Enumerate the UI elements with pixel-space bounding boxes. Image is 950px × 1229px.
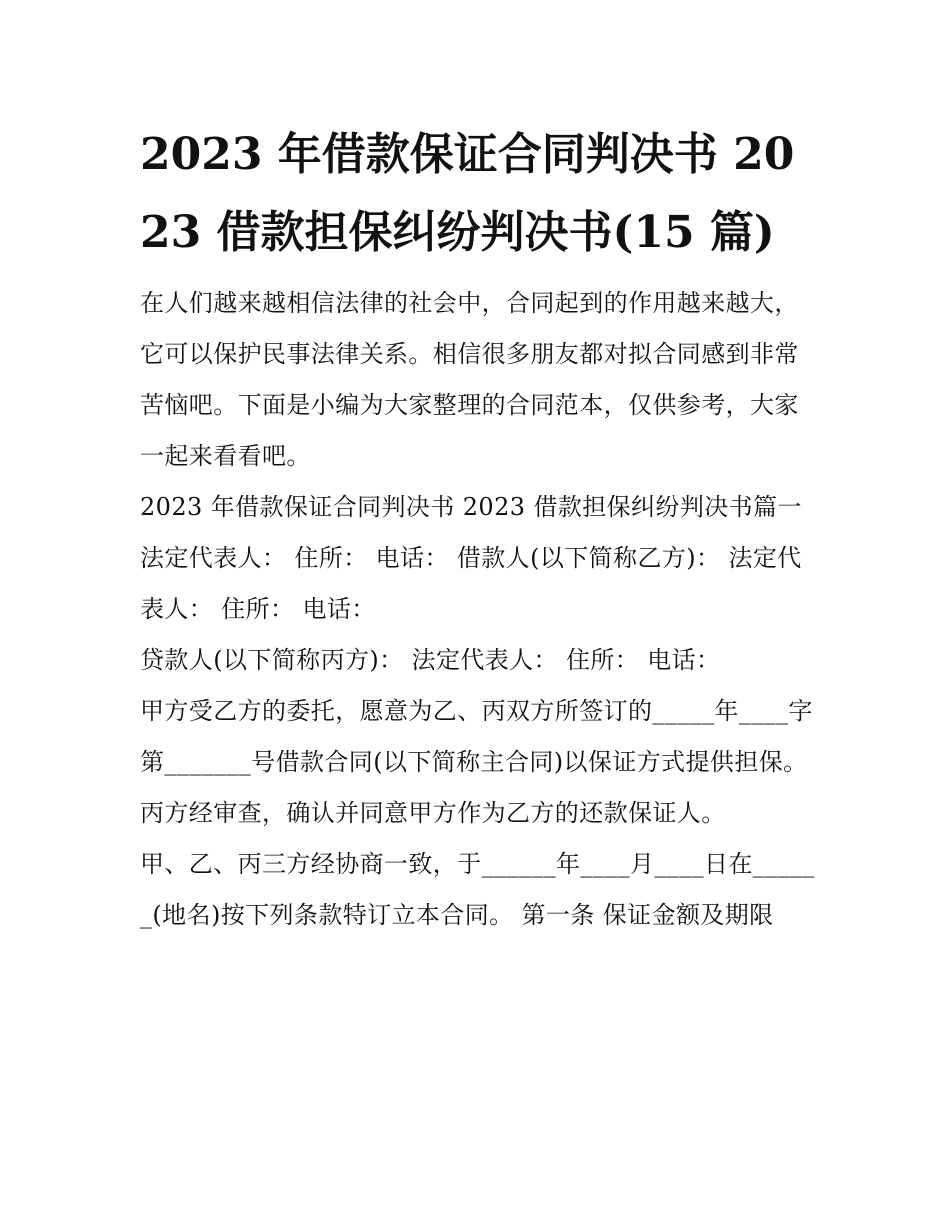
guarantee-paragraph: 甲方受乙方的委托，愿意为乙、丙双方所签订的_____年____字第_______号借款合同(以下简称主合同)以保证方式提供担保。	[140, 697, 813, 776]
intro-paragraph: 在人们越来越相信法律的社会中，合同起到的作用越来越大，它可以保护民事法律关系。相信很多朋友都对拟合同感到非常苦恼吧。下面是小编为大家整理的合同范本，仅供参考，大家一起来看看吧。	[140, 289, 799, 470]
review-paragraph: 丙方经审查，确认并同意甲方作为乙方的还款保证人。	[140, 799, 726, 827]
document-title: 2023 年借款保证合同判决书 2023 借款担保纠纷判决书(15 篇)	[140, 129, 795, 258]
lender-paragraph: 贷款人(以下简称丙方)： 法定代表人： 住所： 电话：	[140, 646, 721, 674]
document-page	[140, 116, 816, 941]
agreement-paragraph: 甲、乙、丙三方经协商一致，于______年____月____日在______(地名)按下列条款特订立本合同。 第一条 保证金额及期限	[140, 850, 815, 929]
parties-paragraph: 2023 年借款保证合同判决书 2023 借款担保纠纷判决书篇一 法定代表人： 住所： 电话： 借款人(以下简称乙方)： 法定代表人： 住所： 电话：	[140, 493, 802, 623]
